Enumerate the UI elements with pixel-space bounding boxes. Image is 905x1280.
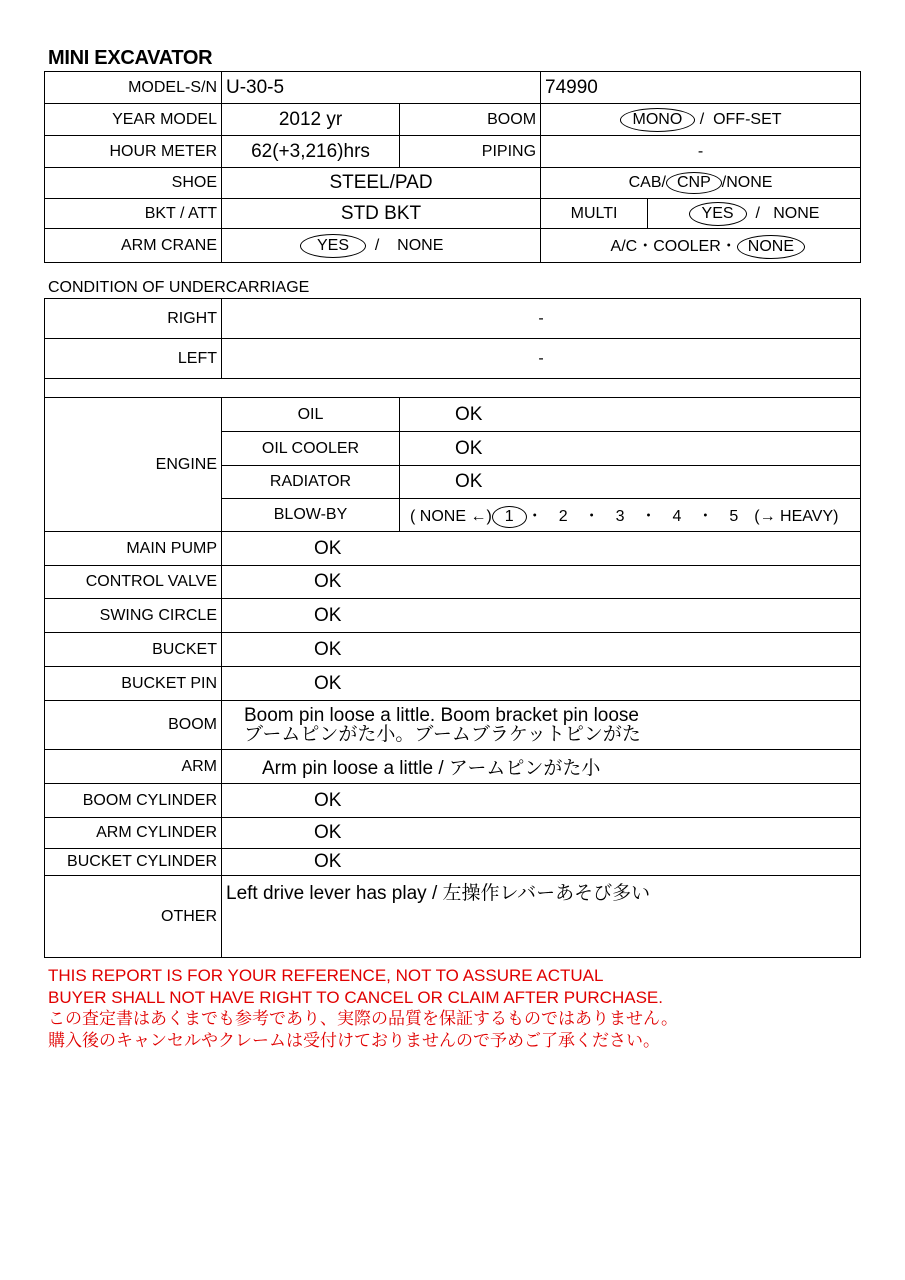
ac-label: A/C・COOLER・	[610, 237, 737, 255]
disclaimer	[48, 965, 678, 1051]
shoe-label: SHOE	[45, 168, 222, 199]
multi-yes-selected: YES	[689, 202, 747, 226]
main-pump-value: OK	[222, 532, 861, 566]
other-label: OTHER	[45, 876, 222, 958]
multi-options	[648, 199, 861, 229]
disclaimer-line-3: この査定書はあくまでも参考であり、実際の品質を保証するものではありません。	[48, 1009, 679, 1028]
model-value: U-30-5	[222, 72, 541, 104]
ac-options	[541, 229, 861, 263]
radiator-value: OK	[400, 466, 861, 499]
cab-options	[541, 168, 861, 199]
multi-label: MULTI	[541, 199, 648, 229]
blowby-rest: ・ 2 ・ 3 ・ 4 ・ 5 (→ HEAVY)	[526, 507, 839, 525]
serial-value: 74990	[541, 72, 861, 104]
disclaimer-line-4: 購入後のキャンセルやクレームは受付けておりませんので予めご了承ください。	[48, 1030, 660, 1050]
arm-label: ARM	[45, 750, 222, 784]
radiator-label: RADIATOR	[222, 466, 400, 499]
boom-label: BOOM	[45, 701, 222, 750]
bkt-label: BKT / ATT	[45, 199, 222, 229]
uc-right-label: RIGHT	[45, 299, 222, 339]
uc-left-label: LEFT	[45, 339, 222, 379]
main-pump-label: MAIN PUMP	[45, 532, 222, 566]
disclaimer-line-1: THIS REPORT IS FOR YOUR REFERENCE, NOT TO ASSURE ACTUAL	[48, 966, 604, 985]
ac-none-selected: NONE	[737, 235, 805, 259]
spacer-row	[45, 379, 861, 398]
hour-label: HOUR METER	[45, 136, 222, 168]
boom-type-label: BOOM	[400, 104, 541, 136]
control-valve-value: OK	[222, 566, 861, 599]
arm-value: Arm pin loose a little / アームピンがた小	[222, 750, 861, 784]
bucket-pin-value: OK	[222, 667, 861, 701]
hour-value: 62(+3,216)hrs	[222, 136, 400, 168]
control-valve-label: CONTROL VALVE	[45, 566, 222, 599]
boom-type-options	[541, 104, 861, 136]
cab-option: CAB	[628, 174, 662, 191]
undercarriage-heading: CONDITION OF UNDERCARRIAGE	[48, 279, 310, 296]
uc-left-value: -	[222, 339, 861, 379]
piping-value: -	[541, 136, 861, 168]
crane-options	[222, 229, 541, 263]
multi-none-option: NONE	[773, 204, 820, 222]
multi-sep: /	[755, 204, 760, 222]
blowby-selected: 1	[492, 506, 527, 528]
crane-label: ARM CRANE	[45, 229, 222, 263]
cab-none-option: NONE	[726, 174, 773, 191]
cab-sep: /	[661, 174, 666, 191]
bucket-label: BUCKET	[45, 633, 222, 667]
document-title: MINI EXCAVATOR	[48, 47, 213, 69]
piping-label: PIPING	[400, 136, 541, 168]
boom-note-ja: ブームピンがた小。ブームブラケットピンがた	[244, 724, 641, 745]
boom-cylinder-value: OK	[222, 784, 861, 818]
year-label: YEAR MODEL	[45, 104, 222, 136]
blowby-start: ( NONE ←)	[410, 507, 492, 525]
disclaimer-line-2: BUYER SHALL NOT HAVE RIGHT TO CANCEL OR CLAIM AFTER PURCHASE.	[48, 987, 663, 1007]
swing-circle-label: SWING CIRCLE	[45, 599, 222, 633]
boom-value	[222, 701, 861, 750]
cab-cnp-selected: CNP	[666, 172, 722, 194]
bkt-value: STD BKT	[222, 199, 541, 229]
bucket-cylinder-value: OK	[222, 849, 861, 876]
bucket-value: OK	[222, 633, 861, 667]
undercarriage-table	[44, 298, 861, 398]
boom-offset-option: OFF-SET	[713, 110, 782, 128]
oil-value: OK	[400, 398, 861, 432]
arm-cylinder-value: OK	[222, 818, 861, 849]
oil-cooler-label: OIL COOLER	[222, 432, 400, 466]
boom-cylinder-label: BOOM CYLINDER	[45, 784, 222, 818]
bucket-pin-label: BUCKET PIN	[45, 667, 222, 701]
other-value: Left drive lever has play / 左操作レバーあそび多い	[222, 876, 861, 958]
cab-sep: /	[721, 174, 727, 191]
uc-right-value: -	[222, 299, 861, 339]
model-label: MODEL-S/N	[45, 72, 222, 104]
shoe-value: STEEL/PAD	[222, 168, 541, 199]
boom-mono-selected: MONO	[620, 108, 696, 132]
crane-none-option: NONE	[397, 236, 444, 254]
swing-circle-value: OK	[222, 599, 861, 633]
arm-cylinder-label: ARM CYLINDER	[45, 818, 222, 849]
oil-cooler-value: OK	[400, 432, 861, 466]
spec-table	[44, 71, 861, 263]
inspection-table	[44, 397, 861, 958]
year-value: 2012 yr	[222, 104, 400, 136]
oil-label: OIL	[222, 398, 400, 432]
engine-label: ENGINE	[45, 398, 222, 532]
crane-yes-selected: YES	[300, 234, 366, 258]
blowby-scale	[400, 499, 861, 532]
crane-sep: /	[374, 236, 380, 254]
boom-sep: /	[699, 110, 705, 128]
blowby-label: BLOW-BY	[222, 499, 400, 532]
boom-note-en: Boom pin loose a little. Boom bracket pin loose	[244, 705, 639, 726]
bucket-cylinder-label: BUCKET CYLINDER	[45, 849, 222, 876]
